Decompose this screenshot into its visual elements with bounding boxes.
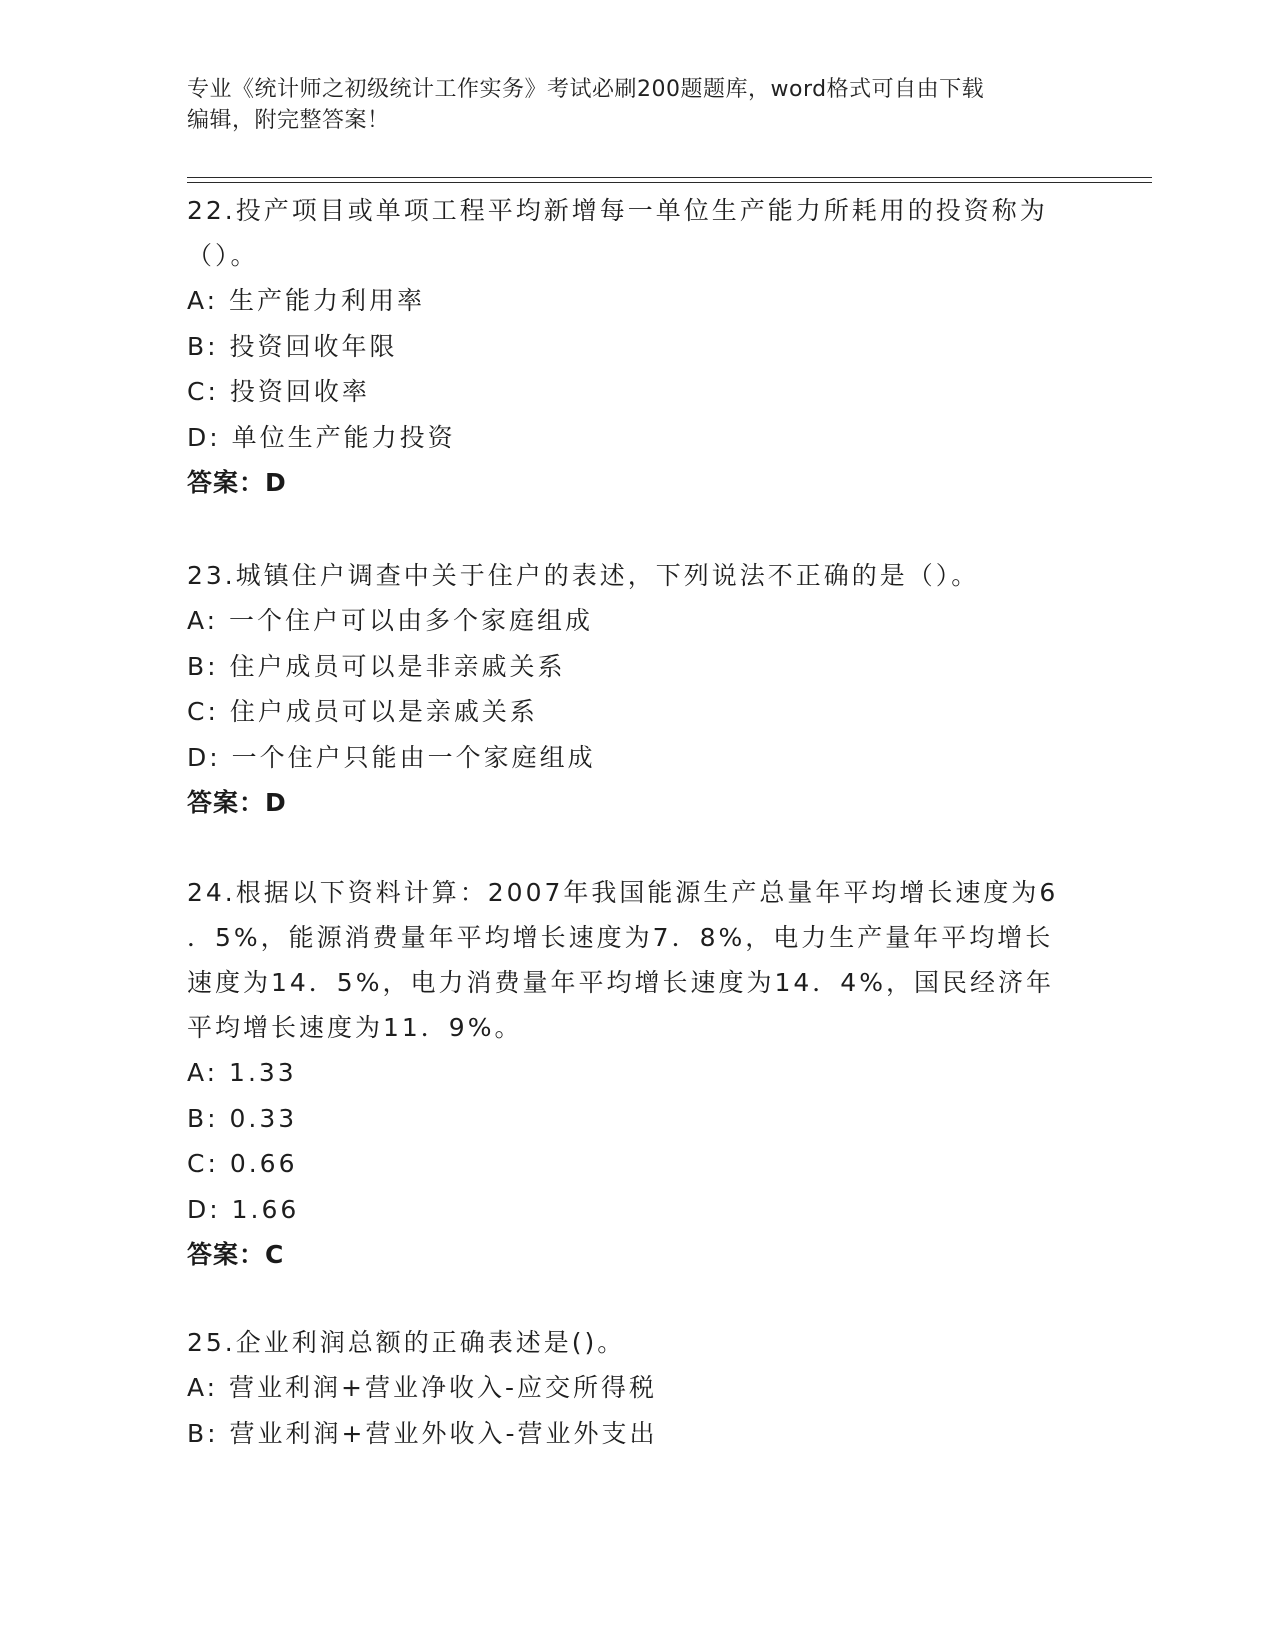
option-c: C: 投资回收率 [187, 377, 370, 406]
option-b: B: 投资回收年限 [187, 331, 398, 361]
option-d: D: 一个住户只能由一个家庭组成 [187, 742, 596, 772]
option-b: B: 0.33 [187, 1103, 298, 1133]
option-d: D: 1.66 [187, 1194, 300, 1224]
question-23 [187, 553, 1087, 825]
question-stem-line: （）。 [187, 241, 259, 270]
question-24 [187, 870, 1087, 1277]
option-b: B: 营业利润+营业外收入-营业外支出 [187, 1418, 658, 1448]
answer: 答案：D [187, 468, 287, 497]
header-divider-top [187, 177, 1152, 178]
header-line-1: 专业《统计师之初级统计工作实务》考试必刷200题题库，word格式可自由下载 [187, 77, 985, 102]
question-stem-line: 平均增长速度为11．9%。 [187, 1013, 523, 1042]
option-a: A: 一个住户可以由多个家庭组成 [187, 606, 594, 635]
question-stem-line: 22.投产项目或单项工程平均新增每一单位生产能力所耗用的投资称为 [187, 196, 1048, 225]
option-a: A: 生产能力利用率 [187, 286, 426, 315]
header-line-2: 编辑，附完整答案！ [187, 108, 390, 133]
question-stem-line: 24.根据以下资料计算：2007年我国能源生产总量年平均增长速度为6 [187, 878, 1059, 907]
option-c: C: 0.66 [187, 1149, 298, 1178]
header-divider-bottom [187, 182, 1152, 183]
question-stem-line: ．5%，能源消费量年平均增长速度为7．8%，电力生产量年平均增长 [187, 923, 1054, 952]
document-header [187, 74, 1067, 136]
option-c: C: 住户成员可以是亲戚关系 [187, 697, 538, 726]
question-22 [187, 188, 1087, 505]
question-stem-line: 23.城镇住户调查中关于住户的表述，下列说法不正确的是（）。 [187, 561, 980, 590]
question-25 [187, 1320, 1087, 1456]
option-b: B: 住户成员可以是非亲戚关系 [187, 651, 566, 681]
question-stem-line: 速度为14．5%，电力消费量年平均增长速度为14．4%，国民经济年 [187, 968, 1054, 997]
answer: 答案：D [187, 788, 287, 817]
answer: 答案：C [187, 1240, 285, 1269]
question-stem-line: 25.企业利润总额的正确表述是()。 [187, 1328, 626, 1357]
option-a: A: 1.33 [187, 1058, 297, 1087]
option-a: A: 营业利润+营业净收入-应交所得税 [187, 1373, 658, 1402]
option-d: D: 单位生产能力投资 [187, 422, 456, 452]
